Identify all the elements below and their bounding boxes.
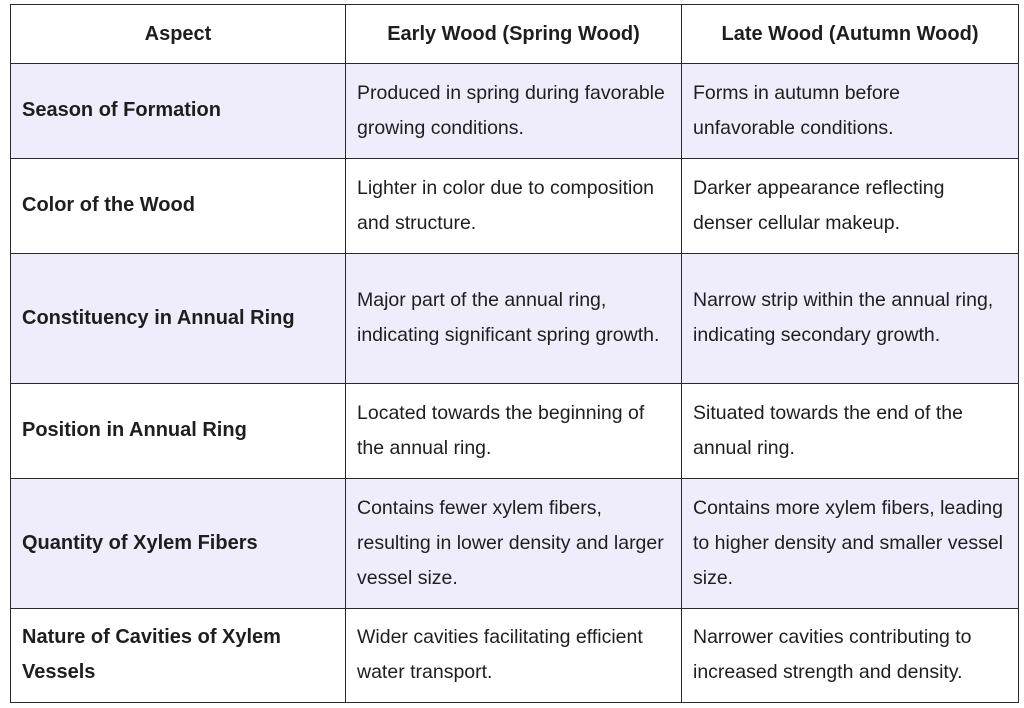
aspect-cell: Nature of Cavities of Xylem Vessels	[11, 609, 346, 703]
table-row	[11, 64, 1019, 159]
aspect-cell: Season of Formation	[11, 64, 346, 159]
aspect-cell: Color of the Wood	[11, 159, 346, 254]
early-wood-cell: Produced in spring during favorable growing conditions.	[346, 64, 682, 159]
late-wood-cell: Narrow strip within the annual ring, indicating secondary growth.	[682, 254, 1019, 384]
early-wood-cell: Located towards the beginning of the annual ring.	[346, 384, 682, 479]
early-wood-cell: Contains fewer xylem fibers, resulting in lower density and larger vessel size.	[346, 479, 682, 609]
early-wood-cell: Major part of the annual ring, indicating significant spring growth.	[346, 254, 682, 384]
comparison-table	[10, 4, 1019, 703]
late-wood-cell: Contains more xylem fibers, leading to higher density and smaller vessel size.	[682, 479, 1019, 609]
early-wood-cell: Lighter in color due to composition and structure.	[346, 159, 682, 254]
late-wood-cell: Narrower cavities contributing to increased strength and density.	[682, 609, 1019, 703]
table-row	[11, 609, 1019, 703]
table-row	[11, 384, 1019, 479]
header-row	[11, 5, 1019, 64]
early-wood-cell: Wider cavities facilitating efficient water transport.	[346, 609, 682, 703]
aspect-cell: Position in Annual Ring	[11, 384, 346, 479]
table-row	[11, 159, 1019, 254]
aspect-cell: Constituency in Annual Ring	[11, 254, 346, 384]
late-wood-cell: Situated towards the end of the annual ring.	[682, 384, 1019, 479]
header-early-wood: Early Wood (Spring Wood)	[346, 5, 682, 64]
late-wood-cell: Forms in autumn before unfavorable conditions.	[682, 64, 1019, 159]
table-row	[11, 479, 1019, 609]
table-row	[11, 254, 1019, 384]
header-late-wood: Late Wood (Autumn Wood)	[682, 5, 1019, 64]
late-wood-cell: Darker appearance reflecting denser cellular makeup.	[682, 159, 1019, 254]
header-aspect: Aspect	[11, 5, 346, 64]
aspect-cell: Quantity of Xylem Fibers	[11, 479, 346, 609]
